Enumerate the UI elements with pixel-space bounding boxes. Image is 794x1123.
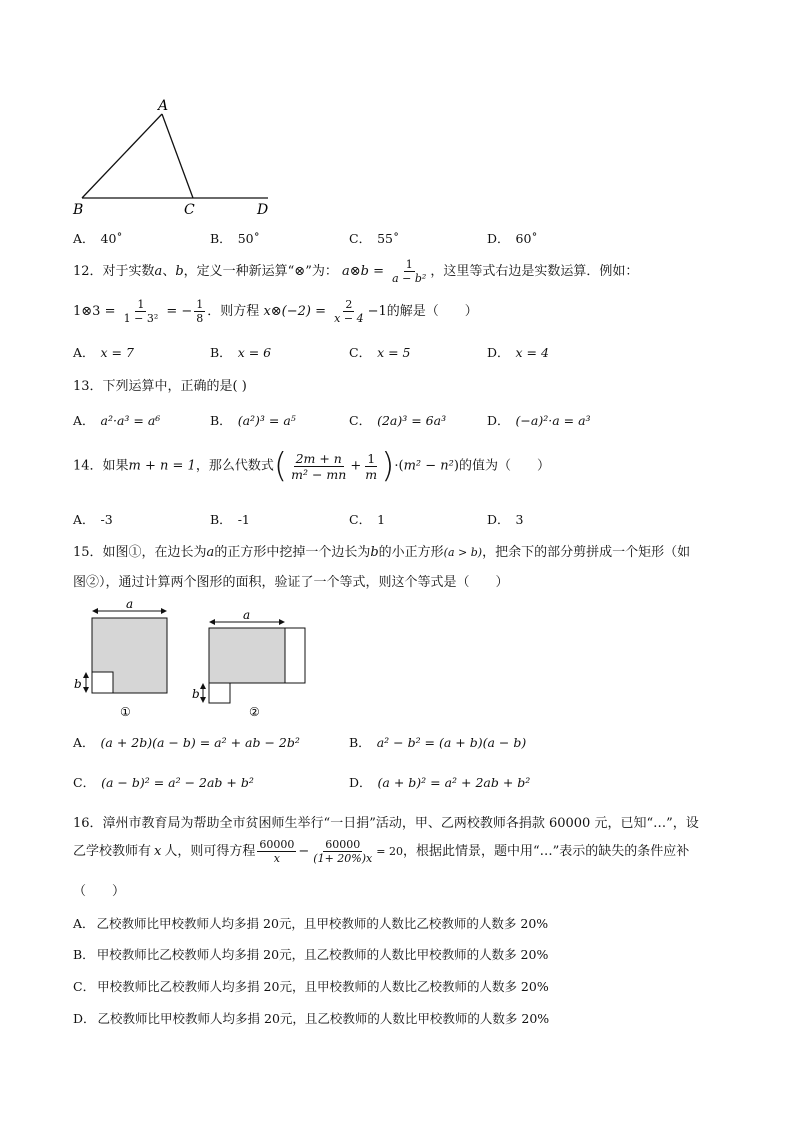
- q14-fraction-1: [289, 451, 348, 482]
- q15-text-c: 的小正方形: [378, 545, 444, 560]
- option-text: 甲校教师比乙校教师人均多捐 20元，且甲校教师的人数比乙校教师的人数多 20%: [97, 979, 549, 994]
- option-letter: A．: [73, 735, 95, 750]
- fraction-denominator: m: [365, 466, 378, 482]
- equation-rest: −1: [367, 304, 387, 319]
- q15-stem-line1: [73, 541, 690, 560]
- minus-sign: −: [298, 844, 310, 859]
- q12-option-a[interactable]: [73, 343, 134, 361]
- q15-text-line2: 图②），通过计算两个图形的面积，验证了一个等式，则这个等式是（ ）: [73, 575, 509, 590]
- var-b: b: [370, 545, 379, 560]
- equation-tail: 的解是（ ）: [386, 304, 478, 319]
- fraction-numerator: 1: [405, 258, 413, 271]
- label-d: D: [257, 202, 269, 218]
- option-letter: D．: [487, 345, 510, 360]
- q14-condition: m + n = 1: [128, 458, 196, 474]
- option-text: x = 4: [515, 345, 549, 360]
- var-b: b: [175, 264, 184, 279]
- q14-tail: 的值为（ ）: [458, 458, 550, 474]
- q16-text-line1: 16．漳州市教育局为帮助全市贫困师生举行“一日捐”活动，甲、乙两校教师各捐款 60000 元，已知“…”，设: [73, 816, 699, 831]
- figure1-number: ①: [120, 705, 131, 719]
- q12-prefix: 12．对于实数: [73, 264, 155, 279]
- q14-prefix: 14．如果: [73, 458, 129, 474]
- fraction-denominator: 8: [196, 312, 204, 325]
- fraction-numerator: 1: [196, 298, 204, 311]
- q16-fraction-2: [311, 838, 374, 865]
- q15-option-d[interactable]: [349, 773, 530, 791]
- equation-fraction: [332, 298, 365, 325]
- q13-stem-text: 13．下列运算中，正确的是( ): [73, 379, 247, 394]
- q11-option-b[interactable]: [210, 229, 260, 247]
- q16-text-b: 人，则可得方程: [164, 844, 256, 859]
- fraction-denominator: x − 4: [334, 312, 364, 325]
- example-fraction: [122, 298, 161, 325]
- square-figures: [66, 598, 326, 722]
- option-letter: C．: [73, 775, 96, 790]
- q12-mid: ，定义一种新运算“⊗”为：: [183, 264, 338, 279]
- option-letter: D．: [349, 775, 372, 790]
- option-text: (−a)²·a = a³: [515, 413, 591, 428]
- definition-fraction: [390, 258, 428, 285]
- q14-option-a[interactable]: [73, 510, 113, 528]
- q12-stem-line1: [73, 258, 638, 285]
- q14-mid: ，那么代数式: [195, 458, 274, 474]
- q14-factor: m² − n²: [403, 458, 454, 474]
- separator: 、: [162, 264, 176, 279]
- option-letter: B．: [210, 512, 232, 527]
- option-text: 1: [377, 512, 386, 527]
- q16-eq-rest: = 20: [376, 845, 403, 858]
- q16-option-b[interactable]: [73, 945, 548, 963]
- q14-option-d[interactable]: [487, 510, 523, 528]
- q11-option-a[interactable]: [73, 229, 123, 247]
- option-text: (a²)³ = a⁵: [237, 413, 296, 428]
- figure2-right-strip: [285, 628, 305, 683]
- label-b: B: [73, 202, 84, 218]
- option-letter: A．: [73, 345, 95, 360]
- fraction-numerator: 1: [367, 450, 376, 466]
- var-a: a: [154, 264, 163, 279]
- q15-stem-line2: [73, 571, 509, 590]
- option-text: a² − b² = (a + b)(a − b): [376, 735, 527, 750]
- plus-sign: +: [350, 458, 362, 474]
- q14-stem: 14．如果m + n = 1，那么代数式( $\frac{2m + n}{\text{m² − mn}}$ + $\frac{1}{m}$ )·(m² − n²)的值为（ ）: [73, 446, 550, 486]
- label-a: A: [158, 98, 169, 114]
- q16-fraction-1: [257, 838, 296, 865]
- var-x: x: [154, 844, 162, 859]
- option-text: 甲校教师比乙校教师人均多捐 20元，且乙校教师的人数比甲校教师的人数多 20%: [96, 947, 549, 962]
- segment-ac: [162, 114, 193, 198]
- option-text: 50˚: [237, 231, 260, 246]
- fraction-numerator: 60000: [325, 838, 361, 851]
- q15-text-b: 的正方形中挖掉一个边长为: [214, 545, 371, 560]
- option-text: x = 7: [100, 345, 134, 360]
- option-text: 55˚: [377, 231, 400, 246]
- q14-fraction-2: [363, 451, 379, 482]
- option-text: (a − b)² = a² − 2ab + b²: [101, 775, 254, 790]
- dot-operator: ·: [394, 458, 399, 474]
- fraction-denominator: a − b²: [392, 272, 427, 285]
- q16-stem-line2: [73, 838, 689, 865]
- figure1-label-b: b: [74, 677, 82, 691]
- option-letter: A．: [73, 413, 95, 428]
- q16-option-d[interactable]: [73, 1009, 549, 1027]
- q16-text-a: 乙学校教师有: [73, 844, 152, 859]
- option-text: 60˚: [515, 231, 538, 246]
- fraction-denominator: m² − mn: [291, 466, 347, 482]
- option-letter: C．: [349, 512, 372, 527]
- option-letter: B．: [210, 413, 232, 428]
- option-letter: A．: [73, 512, 95, 527]
- q11-option-c[interactable]: [349, 229, 399, 247]
- right-paren: ): [381, 446, 395, 486]
- figure2-label-b: b: [192, 687, 200, 701]
- definition-lhs: a⊗b =: [341, 264, 384, 279]
- q16-option-a[interactable]: [73, 914, 548, 932]
- fraction-denominator: x: [273, 852, 280, 865]
- fraction-denominator: 1 − 3²: [123, 312, 159, 325]
- option-text: 40˚: [100, 231, 123, 246]
- option-text: 3: [515, 512, 524, 527]
- q15-text-d: ，把余下的部分剪拼成一个矩形（如: [482, 545, 691, 560]
- option-text: -3: [100, 512, 113, 527]
- q15-option-c[interactable]: [73, 773, 254, 791]
- fraction-denominator: (1+ 20%)x: [313, 852, 373, 865]
- equation-lhs: x⊗(−2) =: [263, 304, 327, 319]
- q15-option-a[interactable]: [73, 733, 300, 751]
- q13-option-c[interactable]: [349, 411, 446, 429]
- q14-option-b[interactable]: [210, 510, 250, 528]
- option-text: x = 6: [237, 345, 272, 360]
- fraction-numerator: 1: [137, 298, 145, 311]
- option-text: -1: [237, 512, 250, 527]
- option-letter: B．: [210, 345, 232, 360]
- figure2-label-a: a: [243, 608, 251, 622]
- q16-text-line3: （ ）: [73, 884, 126, 899]
- option-text: 乙校教师比甲校教师人均多捐 20元，且乙校教师的人数比甲校教师的人数多 20%: [97, 1011, 550, 1026]
- q15-condition: (a > b): [443, 546, 483, 559]
- figure2-small-square: [209, 683, 230, 703]
- q12-option-d[interactable]: [487, 343, 549, 361]
- q16-stem-line1: [73, 812, 699, 831]
- fraction-numerator: 60000: [259, 838, 295, 851]
- option-text: x = 5: [377, 345, 411, 360]
- q13-option-b[interactable]: [210, 411, 296, 429]
- option-text: (a + b)² = a² + 2ab + b²: [377, 775, 531, 790]
- option-letter: D．: [487, 231, 510, 246]
- example-fraction-2: [194, 298, 205, 325]
- example-lhs: 1⊗3 =: [73, 304, 116, 319]
- label-c: C: [184, 202, 195, 218]
- option-letter: C．: [349, 231, 372, 246]
- option-letter: B．: [349, 735, 371, 750]
- segment-ab: [82, 114, 162, 198]
- triangle-figure: [60, 92, 290, 220]
- figure2-shaded-rect: [209, 628, 285, 683]
- left-paren: (: [273, 446, 288, 486]
- option-letter: D．: [487, 413, 510, 428]
- figure1-label-a: a: [126, 598, 134, 611]
- q15-option-b[interactable]: [349, 733, 526, 751]
- q15-text-a: 15．如图①，在边长为: [73, 545, 207, 560]
- option-text: (2a)³ = 6a³: [377, 413, 447, 428]
- figure2-number: ②: [249, 705, 260, 719]
- q11-option-d[interactable]: [487, 229, 538, 247]
- figure1-small-square: [92, 672, 113, 693]
- q13-option-a[interactable]: [73, 411, 160, 429]
- option-letter: C．: [73, 979, 96, 994]
- q16-text-c: ，根据此情景，题中用“…”表示的缺失的条件应补: [402, 844, 690, 859]
- fraction-numerator: 2: [345, 298, 353, 311]
- q16-option-c[interactable]: [73, 977, 549, 995]
- option-letter: B．: [73, 947, 95, 962]
- q12-option-b[interactable]: [210, 343, 271, 361]
- q13-stem: [73, 375, 247, 394]
- option-letter: D．: [73, 1011, 96, 1026]
- q13-option-d[interactable]: [487, 411, 591, 429]
- option-letter: D．: [487, 512, 510, 527]
- option-text: 乙校教师比甲校教师人均多捐 20元，且甲校教师的人数比乙校教师的人数多 20%: [96, 916, 549, 931]
- q12-option-c[interactable]: [349, 343, 411, 361]
- q16-stem-line3: [73, 880, 125, 899]
- fraction-numerator: 2m + n: [295, 450, 342, 466]
- q12-stem-line2: [73, 298, 478, 325]
- option-letter: C．: [349, 345, 372, 360]
- example-tail: ．则方程: [207, 304, 260, 319]
- example-eq: = −: [166, 304, 193, 319]
- option-text: a²·a³ = a⁶: [100, 413, 161, 428]
- option-letter: A．: [73, 916, 95, 931]
- option-letter: B．: [210, 231, 232, 246]
- option-letter: A．: [73, 231, 95, 246]
- option-text: (a + 2b)(a − b) = a² + ab − 2b²: [100, 735, 300, 750]
- q14-option-c[interactable]: [349, 510, 385, 528]
- q12-tail: ，这里等式右边是实数运算．例如：: [430, 264, 639, 279]
- option-letter: C．: [349, 413, 372, 428]
- var-a: a: [206, 545, 215, 560]
